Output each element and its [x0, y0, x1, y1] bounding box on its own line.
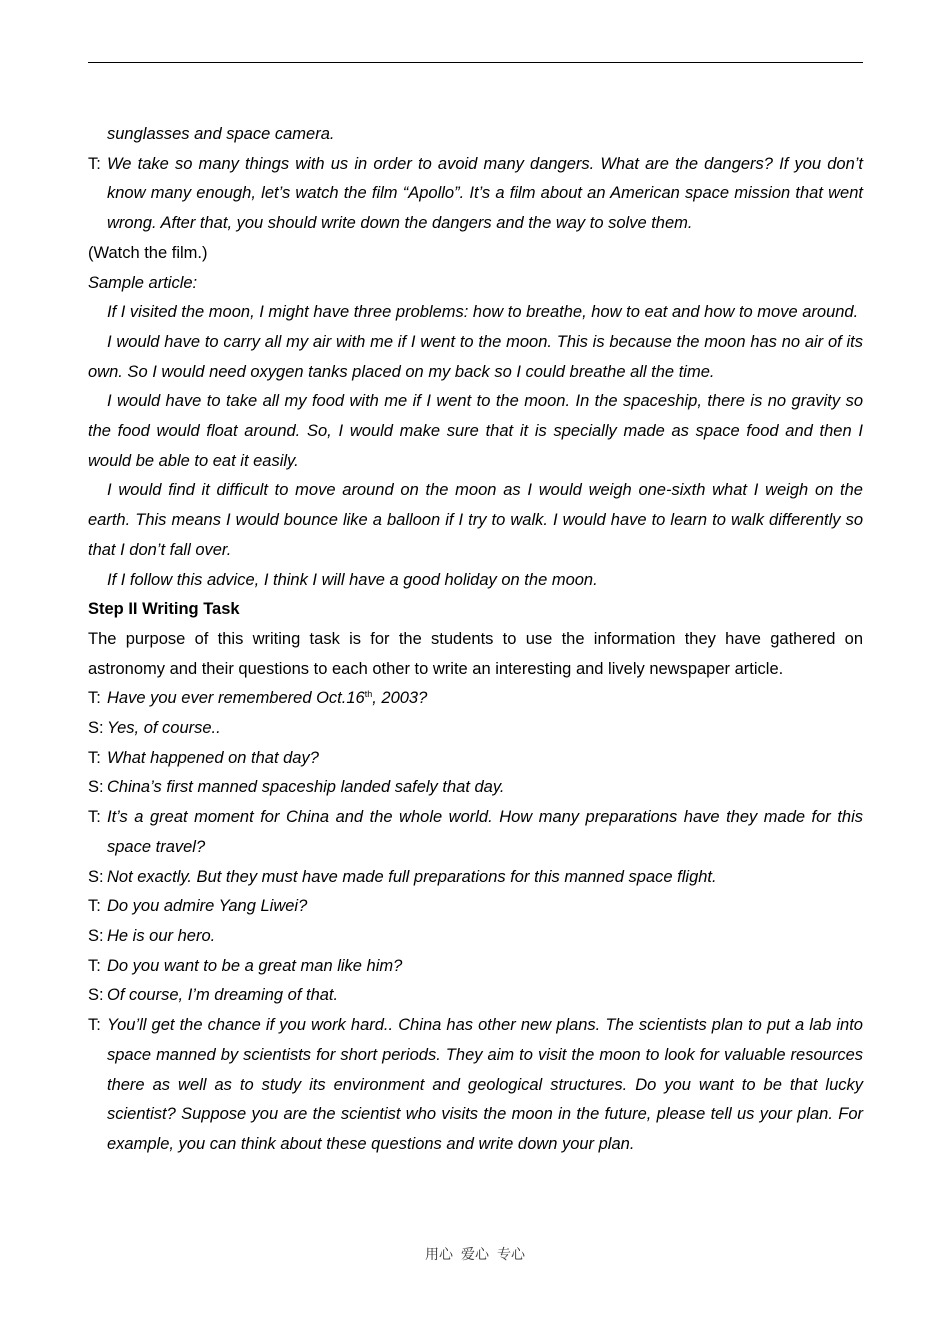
- step2-heading: Step II Writing Task: [88, 600, 240, 619]
- dialogue-line: T: Have you ever remembered Oct.16th, 2003?: [88, 689, 428, 708]
- ordinal-suffix: th: [364, 689, 373, 700]
- dialogue-line: T: Do you want to be a great man like him?: [88, 956, 403, 975]
- sample-paragraph: If I follow this advice, I think I will have a good holiday on the moon.: [107, 570, 598, 589]
- header-rule: [88, 62, 863, 63]
- sample-paragraph: I would have to carry all my air with me if I went to the moon. This is because the moon has no air of its own. So I would need oxygen tanks placed on my back so I could breathe all the time.: [88, 332, 863, 381]
- dialogue-line: S: Of course, I’m dreaming of that.: [88, 986, 339, 1005]
- sample-paragraph: I would find it difficult to move around on the moon as I would weigh one-sixth what I weigh on the earth. This means I would bounce like a balloon if I try to walk. I would have to learn to walk differently so that I don’t fall over.: [88, 481, 863, 559]
- sample-heading: Sample article:: [88, 273, 198, 292]
- dialogue-line: T: You’ll get the chance if you work hard.. China has other new plans. The scientists plan to put a lab into space manned by scientists for short periods. They aim to visit the moon to look for valuable resources there as well as to study its environment and geological structures. Do you want to be that lucky scientist? Suppose you are the scientist who visits the moon in the future, please tell us your plan. For example, you can think about these questions and write down your plan.: [88, 1016, 863, 1153]
- dialogue-line: T: It’s a great moment for China and the whole world. How many preparations have they made for this space travel?: [88, 808, 863, 856]
- continuation-line: sunglasses and space camera.: [107, 125, 335, 143]
- purpose-paragraph: The purpose of this writing task is for the students to use the information they have gathered on astronomy and their questions to each other to write an interesting and lively newspaper article.: [88, 629, 863, 678]
- dialogue-line: T: Do you admire Yang Liwei?: [88, 897, 308, 916]
- document-body: [88, 120, 863, 1160]
- page-footer: [0, 1244, 950, 1264]
- dialogue-line: S: Not exactly. But they must have made full preparations for this manned space flight.: [88, 867, 717, 886]
- teacher-line: T: We take so many things with us in order to avoid many dangers. What are the dangers? If you don’t know many enough, let’s watch the film “Apollo”. It’s a film about an American space mission that went wrong. After that, you should write down the dangers and the way to solve them.: [88, 154, 863, 233]
- watch-note: (Watch the film.): [88, 243, 208, 262]
- dialogue-line: S: He is our hero.: [88, 926, 216, 945]
- footer-word: 爱心: [461, 1247, 489, 1263]
- dialogue-line: T: What happened on that day?: [88, 748, 319, 767]
- dialogue-line: S: Yes, of course..: [88, 719, 221, 738]
- sample-paragraph: If I visited the moon, I might have three problems: how to breathe, how to eat and how to move around.: [107, 303, 859, 322]
- footer-word: 专心: [497, 1247, 525, 1263]
- dialogue-line: S: China’s first manned spaceship landed safely that day.: [88, 778, 505, 797]
- sample-paragraph: I would have to take all my food with me if I went to the moon. In the spaceship, there is no gravity so the food would float around. So, I would make sure that it is specially made as space food and then I would be able to eat it easily.: [88, 392, 863, 470]
- footer-word: 用心: [425, 1247, 453, 1263]
